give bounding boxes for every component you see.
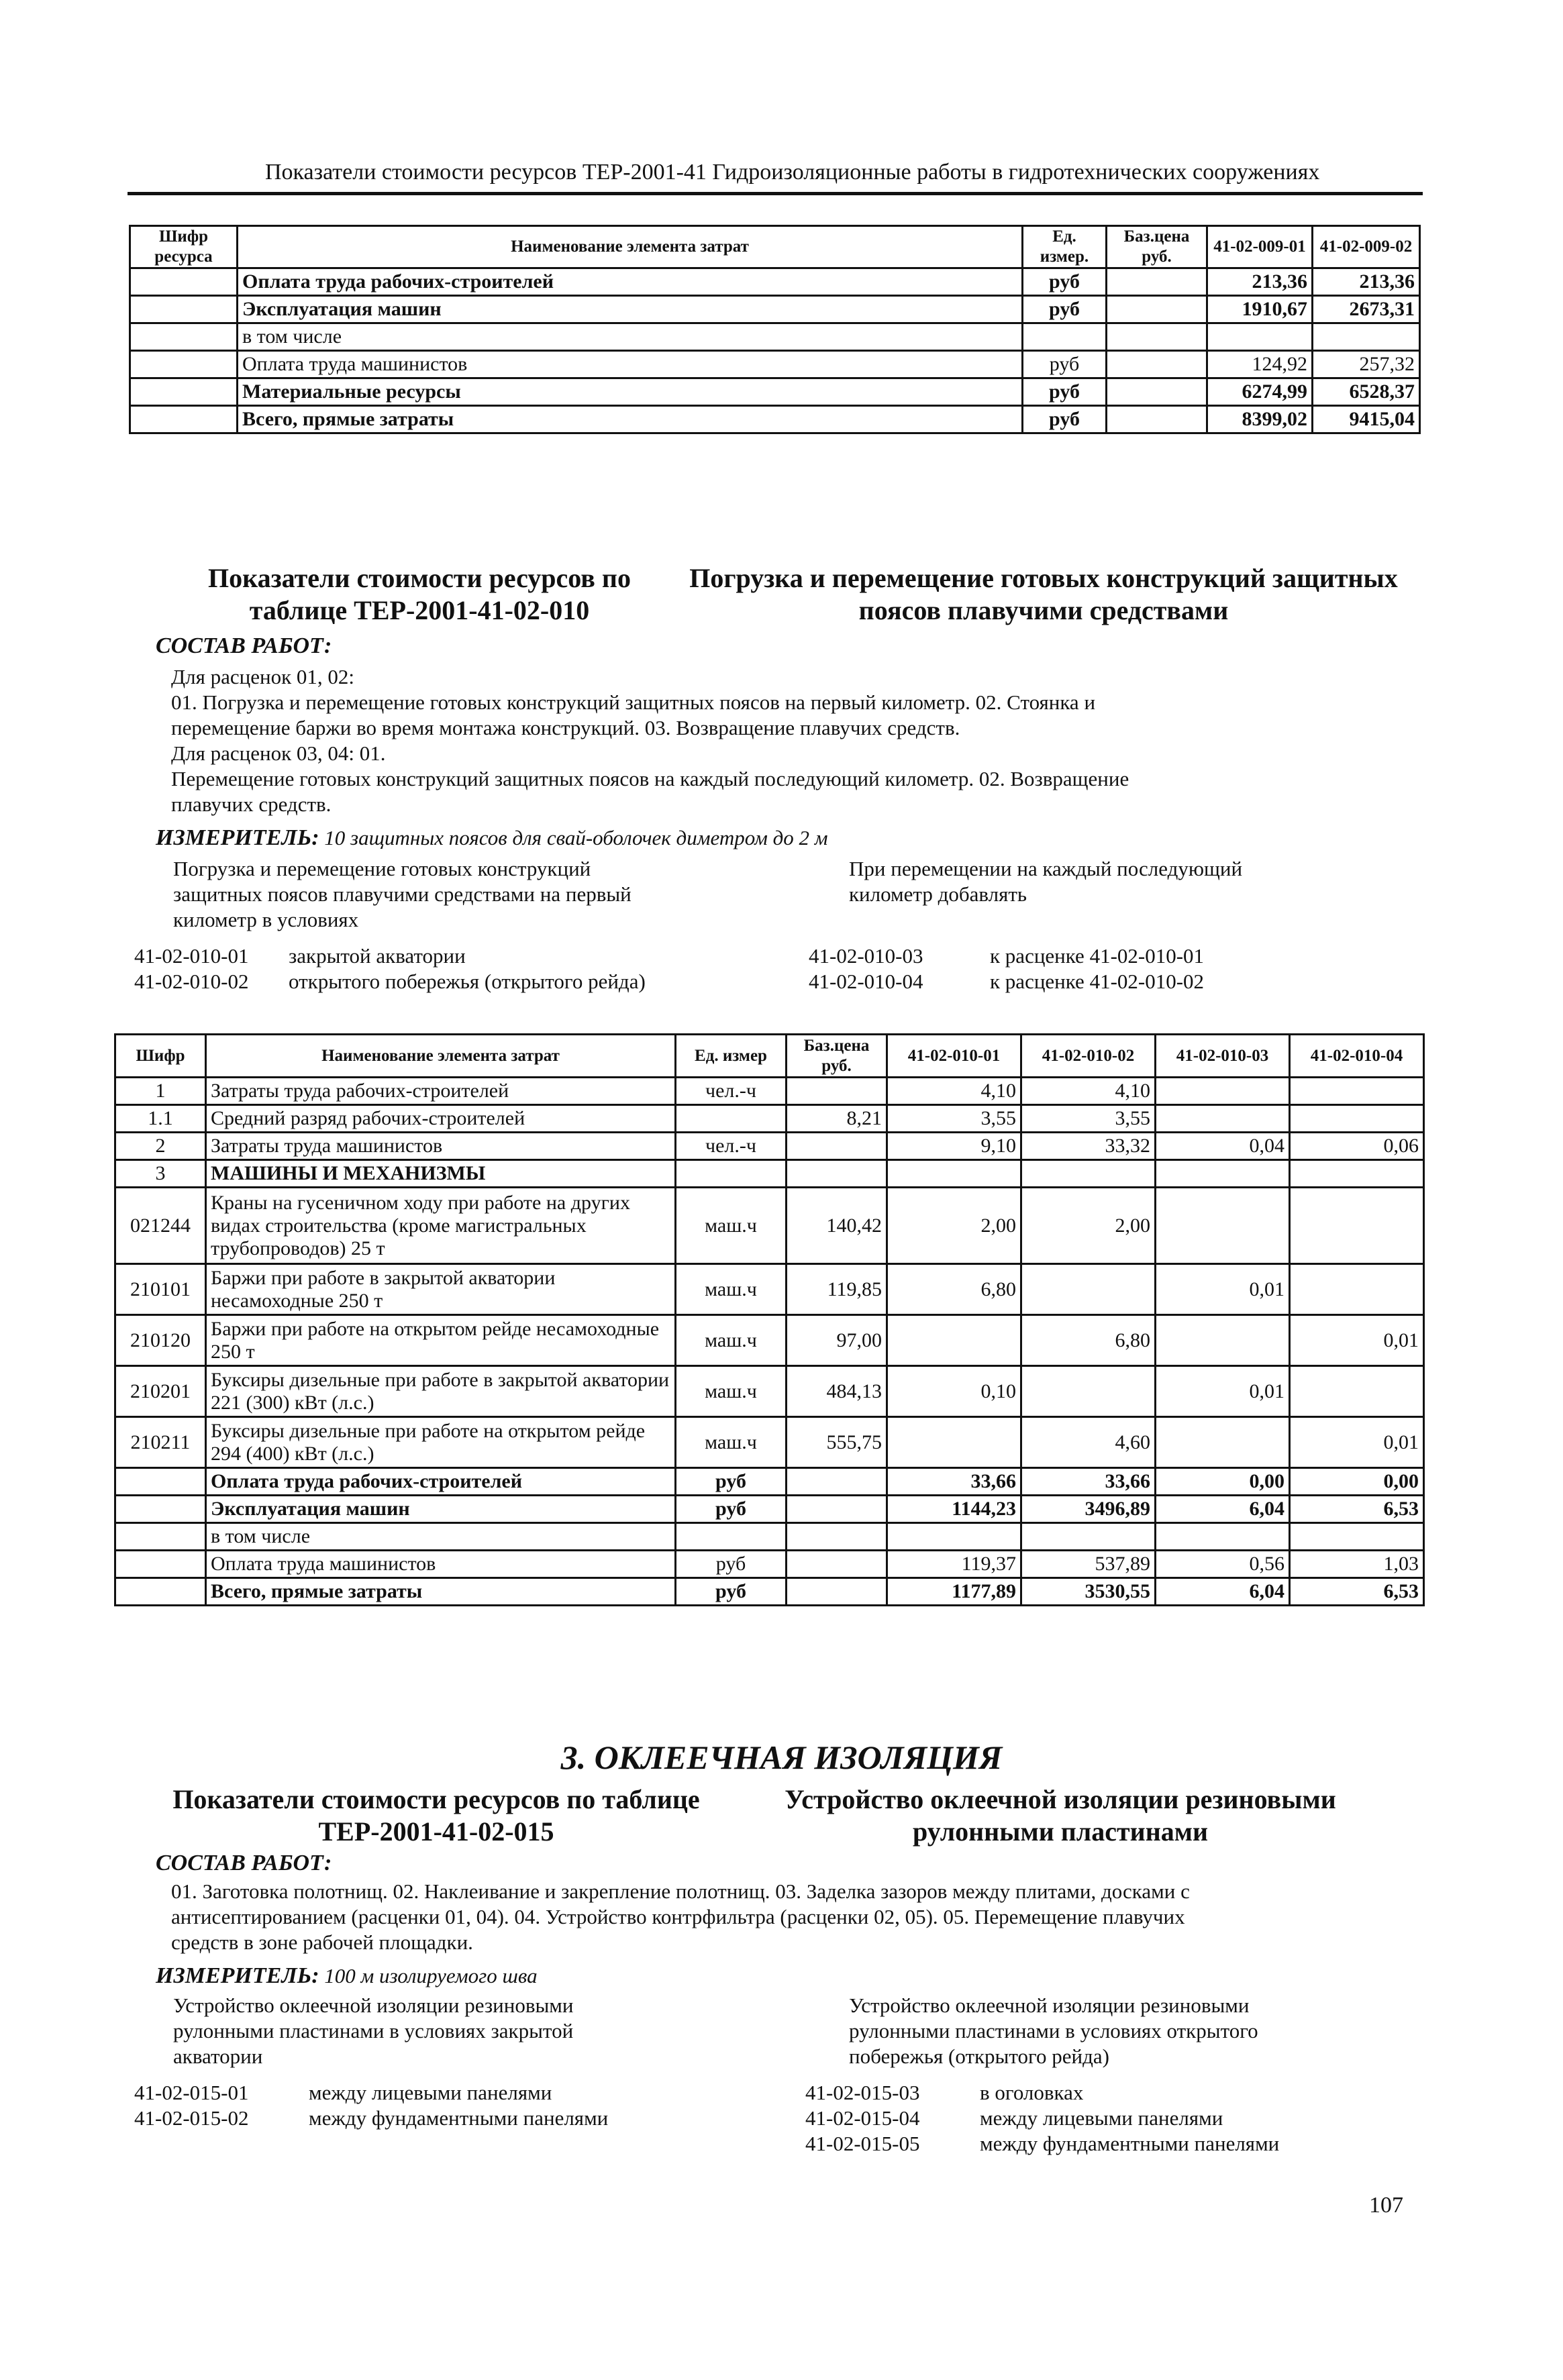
cell-base (787, 1078, 887, 1105)
cell-c3 (1156, 1078, 1290, 1105)
cell-unit: руб (1023, 406, 1107, 433)
cell-base: 97,00 (787, 1315, 887, 1366)
cell-name: в том числе (238, 323, 1023, 351)
cell-c1: 9,10 (887, 1133, 1021, 1160)
section2-left-title: Показатели стоимости ресурсов по таблице ТЕР-2001-41-02-010 (208, 563, 631, 625)
table-row (130, 378, 1420, 406)
cell-unit: руб (1023, 378, 1107, 406)
cell-c1: 1144,23 (887, 1496, 1021, 1523)
t2-col-c3: 41-02-010-03 (1156, 1035, 1290, 1078)
cell-code: 210201 (115, 1366, 206, 1417)
section2-code-row: 41-02-010-03 к расценке 41-02-010-01 (809, 944, 1205, 968)
table-row (115, 1315, 1424, 1366)
section2-code-row: 41-02-010-04 к расценке 41-02-010-02 (809, 970, 1205, 993)
cell-base (1107, 351, 1207, 378)
table-row (115, 1160, 1424, 1188)
section2-right-title: Погрузка и перемещение готовых конструкций защитных поясов плавучими средствами (689, 563, 1398, 625)
section2-code-row: 41-02-010-01 закрытой акватории (134, 944, 466, 968)
cell-code (115, 1578, 206, 1606)
t2-col-code: Шифр (115, 1035, 206, 1078)
cell-base: 119,85 (787, 1264, 887, 1315)
cell-name: Оплата труда машинистов (238, 351, 1023, 378)
section3-composition-text: 01. Заготовка полотнищ. 02. Наклеивание и закрепление полотнищ. 03. Заделка зазоров между плитами, досками с антисептированием (расценки 01, 04). 04. Устройство контрфильтра (расценки 02, 05). 05. Перемещение плавучих средств в зоне рабочей площадки. (171, 1879, 1190, 1954)
cell-base (1107, 268, 1207, 296)
cell-c4 (1290, 1078, 1424, 1105)
t2-col-unit: Ед. измер (676, 1035, 787, 1078)
cell-c4: 6,53 (1290, 1496, 1424, 1523)
table-row (130, 351, 1420, 378)
cell-code: 1.1 (115, 1105, 206, 1133)
cell-c2: 2673,31 (1313, 296, 1420, 323)
section2-right-desc: При перемещении на каждый последующий километр добавлять (849, 857, 1243, 906)
cell-c1: 3,55 (887, 1105, 1021, 1133)
cell-base (787, 1160, 887, 1188)
table-row (115, 1496, 1424, 1523)
section3-code-row: 41-02-015-04 между лицевыми панелями (805, 2106, 1223, 2130)
cell-unit: маш.ч (676, 1417, 787, 1468)
cell-c4: 0,00 (1290, 1468, 1424, 1496)
cell-c4: 0,01 (1290, 1417, 1424, 1468)
cell-c1 (887, 1160, 1021, 1188)
cell-c3 (1156, 1315, 1290, 1366)
cell-c2: 213,36 (1313, 268, 1420, 296)
cell-unit (676, 1523, 787, 1551)
cell-c3: 0,01 (1156, 1264, 1290, 1315)
cell-base (1107, 323, 1207, 351)
cell-name: Всего, прямые затраты (206, 1578, 676, 1606)
cell-c2: 33,66 (1021, 1468, 1156, 1496)
cell-name: Материальные ресурсы (238, 378, 1023, 406)
cell-c2: 4,10 (1021, 1078, 1156, 1105)
cell-code: 1 (115, 1078, 206, 1105)
section2-codes-right (809, 943, 1204, 994)
cell-unit: маш.ч (676, 1188, 787, 1264)
cell-base (787, 1133, 887, 1160)
table-row (130, 323, 1420, 351)
cell-name: Оплата труда рабочих-строителей (238, 268, 1023, 296)
table2-header-row (115, 1035, 1424, 1078)
cell-unit: маш.ч (676, 1366, 787, 1417)
cell-c4: 0,06 (1290, 1133, 1424, 1160)
section2-meter (156, 825, 828, 851)
cell-base (1107, 406, 1207, 433)
cell-c1: 0,10 (887, 1366, 1021, 1417)
cell-c2: 3,55 (1021, 1105, 1156, 1133)
resource-table-41-02-010 (114, 1033, 1425, 1606)
section3-code-row: 41-02-015-01 между лицевыми панелями (134, 2081, 552, 2104)
cell-c2: 2,00 (1021, 1188, 1156, 1264)
t1-col-c2: 41-02-009-02 (1313, 226, 1420, 268)
section3-heading: 3. ОКЛЕЕЧНАЯ ИЗОЛЯЦИЯ (560, 1739, 1003, 1776)
cell-c2: 9415,04 (1313, 406, 1420, 433)
cell-unit: чел.-ч (676, 1078, 787, 1105)
t2-col-c4: 41-02-010-04 (1290, 1035, 1424, 1078)
cell-unit (676, 1160, 787, 1188)
cell-c3 (1156, 1523, 1290, 1551)
cell-c4 (1290, 1188, 1424, 1264)
cell-name: Баржи при работе в закрытой акватории несамоходные 250 т (206, 1264, 676, 1315)
t1-col-name: Наименование элемента затрат (238, 226, 1023, 268)
cell-c2 (1021, 1264, 1156, 1315)
section2-codes-left (134, 943, 646, 994)
cell-code: 210120 (115, 1315, 206, 1366)
cell-name: Оплата труда рабочих-строителей (206, 1468, 676, 1496)
t2-col-base: Баз.цена руб. (787, 1035, 887, 1078)
section3-composition-label: СОСТАВ РАБОТ: (156, 1851, 332, 1875)
cell-code: 021244 (115, 1188, 206, 1264)
cell-base: 555,75 (787, 1417, 887, 1468)
cell-c4 (1290, 1264, 1424, 1315)
header-rule (128, 192, 1423, 195)
t1-col-code: Шифр ресурса (130, 226, 238, 268)
table2-body (115, 1078, 1424, 1606)
cell-name: Буксиры дизельные при работе на открытом рейде 294 (400) кВт (л.с.) (206, 1417, 676, 1468)
cell-base: 8,21 (787, 1105, 887, 1133)
cell-unit: руб (676, 1468, 787, 1496)
cell-c2: 3530,55 (1021, 1578, 1156, 1606)
section3-left-desc: Устройство оклеечной изоляции резиновыми рулонными пластинами в условиях закрытой акватории (173, 1994, 574, 2068)
cell-unit: руб (1023, 296, 1107, 323)
cell-unit: руб (1023, 268, 1107, 296)
t1-col-c1: 41-02-009-01 (1207, 226, 1313, 268)
t2-col-c2: 41-02-010-02 (1021, 1035, 1156, 1078)
cell-code: 210211 (115, 1417, 206, 1468)
table1-body (130, 268, 1420, 433)
cell-unit (676, 1105, 787, 1133)
cell-code (115, 1523, 206, 1551)
section3-code-row: 41-02-015-03 в оголовках (805, 2081, 1084, 2104)
section3-codes-left (134, 2080, 608, 2131)
table-row (115, 1366, 1424, 1417)
cell-unit: маш.ч (676, 1264, 787, 1315)
section3-right-title: Устройство оклеечной изоляции резиновыми рулонными пластинами (785, 1784, 1336, 1847)
cell-c1: 6,80 (887, 1264, 1021, 1315)
cell-c1: 4,10 (887, 1078, 1021, 1105)
cell-unit: руб (676, 1578, 787, 1606)
section3-meter-text: 100 м изолируемого шва (324, 1964, 538, 1987)
cell-code (115, 1551, 206, 1578)
cell-c1 (887, 1315, 1021, 1366)
cell-c4 (1290, 1523, 1424, 1551)
cell-code (130, 296, 238, 323)
cell-c1: 119,37 (887, 1551, 1021, 1578)
cell-c1 (1207, 323, 1313, 351)
cell-c3: 6,04 (1156, 1578, 1290, 1606)
cell-c1: 213,36 (1207, 268, 1313, 296)
cell-name: Эксплуатация машин (238, 296, 1023, 323)
cell-base (787, 1523, 887, 1551)
cell-code (130, 351, 238, 378)
cell-name: Средний разряд рабочих-строителей (206, 1105, 676, 1133)
cell-c1: 6274,99 (1207, 378, 1313, 406)
cell-c1: 8399,02 (1207, 406, 1313, 433)
table-row (115, 1523, 1424, 1551)
section2-left-desc: Погрузка и перемещение готовых конструкций защитных поясов плавучими средствами на первый километр в условиях (173, 857, 632, 931)
t1-col-base: Баз.цена руб. (1107, 226, 1207, 268)
table-row (115, 1551, 1424, 1578)
cell-c3: 6,04 (1156, 1496, 1290, 1523)
cell-base (1107, 296, 1207, 323)
section3-codes-right (805, 2080, 1279, 2157)
table-row (115, 1468, 1424, 1496)
cell-code (130, 268, 238, 296)
cell-code (130, 323, 238, 351)
cell-name: Буксиры дизельные при работе в закрытой акватории 221 (300) кВт (л.с.) (206, 1366, 676, 1417)
cell-c2: 537,89 (1021, 1551, 1156, 1578)
cell-c1: 2,00 (887, 1188, 1021, 1264)
cell-c2: 33,32 (1021, 1133, 1156, 1160)
cell-unit: руб (1023, 351, 1107, 378)
cell-c2: 4,60 (1021, 1417, 1156, 1468)
cell-c1: 124,92 (1207, 351, 1313, 378)
cell-c2: 3496,89 (1021, 1496, 1156, 1523)
cell-name: Затраты труда машинистов (206, 1133, 676, 1160)
cell-c2 (1021, 1366, 1156, 1417)
cell-c3 (1156, 1160, 1290, 1188)
cell-c3 (1156, 1105, 1290, 1133)
t1-col-unit: Ед. измер. (1023, 226, 1107, 268)
cell-base (787, 1578, 887, 1606)
section3-code-row: 41-02-015-02 между фундаментными панелями (134, 2106, 609, 2130)
cell-base: 140,42 (787, 1188, 887, 1264)
cell-c4: 0,01 (1290, 1315, 1424, 1366)
table-row (115, 1417, 1424, 1468)
cell-c3 (1156, 1417, 1290, 1468)
cell-c1 (887, 1523, 1021, 1551)
cell-unit: руб (676, 1496, 787, 1523)
cell-code (115, 1468, 206, 1496)
table-row (115, 1264, 1424, 1315)
table-row (130, 406, 1420, 433)
table-row (130, 296, 1420, 323)
cell-c3: 0,01 (1156, 1366, 1290, 1417)
cell-c2 (1313, 323, 1420, 351)
cell-c4 (1290, 1366, 1424, 1417)
cell-name: Затраты труда рабочих-строителей (206, 1078, 676, 1105)
section3-code-row: 41-02-015-05 между фундаментными панелями (805, 2132, 1280, 2155)
section3-meter-label: ИЗМЕРИТЕЛЬ: (156, 1963, 319, 1988)
running-header: Показатели стоимости ресурсов ТЕР-2001-41 Гидроизоляционные работы в гидротехнических сооружениях (265, 160, 1320, 185)
cell-name: Эксплуатация машин (206, 1496, 676, 1523)
table-row (115, 1188, 1424, 1264)
cell-name: Оплата труда машинистов (206, 1551, 676, 1578)
cell-name: Баржи при работе на открытом рейде несамоходные 250 т (206, 1315, 676, 1366)
cell-c2 (1021, 1523, 1156, 1551)
cell-c3: 0,00 (1156, 1468, 1290, 1496)
section2-code-row: 41-02-010-02 открытого побережья (открытого рейда) (134, 970, 646, 993)
cell-c1: 1177,89 (887, 1578, 1021, 1606)
cell-unit: руб (676, 1551, 787, 1578)
section3-right-desc: Устройство оклеечной изоляции резиновыми рулонными пластинами в условиях открытого побережья (открытого рейда) (849, 1994, 1258, 2068)
cell-name: Всего, прямые затраты (238, 406, 1023, 433)
table1-header-row (130, 226, 1420, 268)
cell-unit: маш.ч (676, 1315, 787, 1366)
section2-composition-text: Для расценок 01, 02: 01. Погрузка и перемещение готовых конструкций защитных поясов на первый километр. 02. Стоянка и перемещение баржи во время монтажа конструкций. 03. Возвращение плавучих средств. Для расценок 03, 04: 01. Перемещение готовых конструкций защитных поясов на каждый последующий километр. 02. Возвращение плавучих средств. (171, 665, 1129, 816)
cell-name: МАШИНЫ И МЕХАНИЗМЫ (206, 1160, 676, 1188)
cell-c1: 1910,67 (1207, 296, 1313, 323)
cell-base: 484,13 (787, 1366, 887, 1417)
section3-left-title: Показатели стоимости ресурсов по таблице ТЕР-2001-41-02-015 (172, 1784, 700, 1847)
cell-c3: 0,04 (1156, 1133, 1290, 1160)
cell-c1: 33,66 (887, 1468, 1021, 1496)
cell-c2: 6528,37 (1313, 378, 1420, 406)
table-row (115, 1133, 1424, 1160)
cell-c4: 1,03 (1290, 1551, 1424, 1578)
cell-code (130, 406, 238, 433)
section3-meter (156, 1963, 538, 1989)
cell-c3: 0,56 (1156, 1551, 1290, 1578)
cell-code (115, 1496, 206, 1523)
t2-col-name: Наименование элемента затрат (206, 1035, 676, 1078)
section2-meter-label: ИЗМЕРИТЕЛЬ: (156, 825, 319, 850)
cell-unit: чел.-ч (676, 1133, 787, 1160)
resource-table-41-02-009 (129, 225, 1421, 434)
page-number: 107 (1369, 2193, 1403, 2218)
table-row (115, 1078, 1424, 1105)
table-row (130, 268, 1420, 296)
cell-c2 (1021, 1160, 1156, 1188)
cell-base (787, 1496, 887, 1523)
cell-c4: 6,53 (1290, 1578, 1424, 1606)
cell-c4 (1290, 1105, 1424, 1133)
cell-c4 (1290, 1160, 1424, 1188)
t2-col-c1: 41-02-010-01 (887, 1035, 1021, 1078)
cell-c1 (887, 1417, 1021, 1468)
table-row (115, 1578, 1424, 1606)
cell-code: 3 (115, 1160, 206, 1188)
section2-composition-label: СОСТАВ РАБОТ: (156, 633, 332, 658)
cell-c2: 257,32 (1313, 351, 1420, 378)
cell-unit (1023, 323, 1107, 351)
cell-c3 (1156, 1188, 1290, 1264)
cell-name: Краны на гусеничном ходу при работе на других видах строительства (кроме магистральных трубопроводов) 25 т (206, 1188, 676, 1264)
cell-base (787, 1551, 887, 1578)
cell-code: 2 (115, 1133, 206, 1160)
cell-c2: 6,80 (1021, 1315, 1156, 1366)
cell-name: в том числе (206, 1523, 676, 1551)
section2-meter-text: 10 защитных поясов для свай-оболочек диметром до 2 м (324, 826, 828, 849)
table-row (115, 1105, 1424, 1133)
cell-code: 210101 (115, 1264, 206, 1315)
cell-base (787, 1468, 887, 1496)
cell-base (1107, 378, 1207, 406)
cell-code (130, 378, 238, 406)
